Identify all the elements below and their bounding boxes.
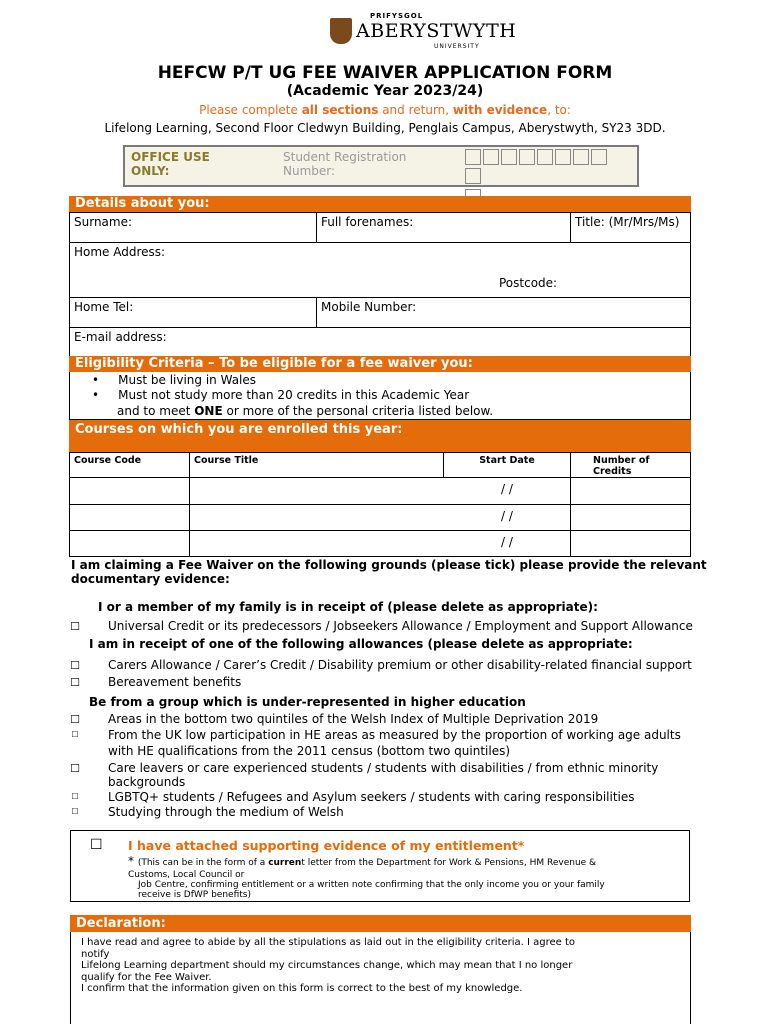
col-start-date: Start Date: [443, 452, 571, 478]
details-heading: Details about you:: [69, 196, 691, 212]
option-care-leavers: Care leavers or care experienced students / students with disabilities / from ethnic minority: [108, 761, 659, 775]
credits-input[interactable]: [570, 477, 691, 505]
col-course-code: Course Code: [69, 452, 190, 478]
option-welsh-medium: Studying through the medium of Welsh: [108, 805, 344, 819]
checkbox[interactable]: ☐: [70, 762, 80, 775]
eligibility-item-3: and to meet ONE or more of the personal criteria listed below.: [117, 404, 494, 418]
email-field[interactable]: E-mail address:: [69, 327, 691, 357]
start-date-input[interactable]: / /: [501, 509, 513, 523]
declaration-text: I have read and agree to abide by all the stipulations as laid out in the eligibility criteria. I agree to notify Lifelong Learning department should my circumstances change, which may mean that I no longer qualify for the Fee Waiver. I confirm that the information given on this form is correct to the best of my knowledge.: [81, 937, 576, 994]
course-code-input[interactable]: [69, 504, 190, 531]
courses-table: [69, 452, 691, 557]
evidence-heading: I have attached supporting evidence of my entitlement*: [128, 838, 525, 853]
logo-prefix: PRIFYSGOL: [370, 12, 424, 20]
return-address: Lifelong Learning, Second Floor Cledwyn Building, Penglais Campus, Aberystwyth, SY23 3DD.: [104, 121, 666, 135]
home-address-field[interactable]: [69, 242, 691, 298]
logo-name: ABERYSTWYTH: [356, 20, 517, 42]
home-address-label: Home Address:: [74, 245, 166, 259]
crest-icon: [330, 18, 352, 44]
option-welsh-index: Areas in the bottom two quintiles of the Welsh Index of Multiple Deprivation 2019: [108, 712, 599, 726]
grounds-intro: I am claiming a Fee Waiver on the following grounds (please tick) please provide the relevant documentary evidence:: [71, 558, 707, 586]
col-course-title: Course Title: [189, 452, 444, 478]
option-care-leavers-cont: backgrounds: [108, 775, 186, 789]
col-credits: Number of Credits: [570, 452, 691, 478]
start-date-input[interactable]: / /: [501, 482, 513, 496]
course-code-input[interactable]: [69, 530, 190, 557]
eligibility-item-2: • Must not study more than 20 credits in this Academic Year: [92, 388, 470, 402]
office-use-label: OFFICE USE ONLY:: [131, 150, 210, 178]
form-title: HEFCW P/T UG FEE WAIVER APPLICATION FORM: [157, 63, 613, 83]
evidence-box: [70, 830, 690, 902]
grounds-heading-allowances: I am in receipt of one of the following allowances (please delete as appropriate:: [89, 637, 633, 651]
surname-field[interactable]: Surname:: [69, 212, 317, 243]
courses-heading: Courses on which you are enrolled this year:: [69, 420, 691, 452]
checkbox[interactable]: ☐: [70, 620, 80, 633]
evidence-checkbox[interactable]: ☐: [90, 837, 103, 853]
home-tel-field[interactable]: Home Tel:: [69, 297, 317, 328]
checkbox[interactable]: ☐: [71, 730, 79, 739]
university-logo: [330, 12, 517, 50]
forenames-field[interactable]: Full forenames:: [316, 212, 571, 243]
eligibility-item-1: • Must be living in Wales: [92, 373, 257, 387]
office-use-box: [123, 145, 639, 187]
evidence-note-cont: Job Centre, confirming entitlement or a written note confirming that the only income you or your family receive is DfWP benefits): [138, 880, 605, 900]
title-field[interactable]: Title: (Mr/Mrs/Ms): [570, 212, 691, 243]
option-universal-credit: Universal Credit or its predecessors / Jobseekers Allowance / Employment and Support Allowance: [108, 619, 693, 633]
instructions: Please complete all sections and return, with evidence, to:: [199, 103, 571, 117]
option-carers-allowance: Carers Allowance / Carer’s Credit / Disability premium or other disability-related financial support: [108, 658, 692, 672]
checkbox[interactable]: ☐: [71, 792, 79, 801]
option-bereavement: Bereavement benefits: [108, 675, 242, 689]
declaration-box: [70, 932, 691, 1024]
credits-input[interactable]: [570, 530, 691, 557]
grounds-heading-group: Be from a group which is under-represented in higher education: [89, 695, 526, 709]
option-low-participation-cont: with HE qualifications from the 2011 census (bottom two quintiles): [108, 744, 511, 758]
declaration-heading: Declaration:: [70, 915, 691, 932]
start-date-input[interactable]: / /: [501, 535, 513, 549]
evidence-note: * (This can be in the form of a current letter from the Department for Work & Pensions, HM Revenue & Customs, Local Council or: [128, 854, 597, 880]
grounds-heading-family: I or a member of my family is in receipt of (please delete as appropriate):: [98, 600, 598, 614]
checkbox[interactable]: ☐: [70, 713, 80, 726]
postcode-label: Postcode:: [499, 276, 558, 290]
course-code-input[interactable]: [69, 477, 190, 505]
option-low-participation: From the UK low participation in HE areas as measured by the proportion of working age adults: [108, 728, 681, 742]
checkbox[interactable]: ☐: [70, 659, 80, 672]
option-lgbtq: LGBTQ+ students / Refugees and Asylum seekers / students with caring responsibilities: [108, 790, 635, 804]
checkbox[interactable]: ☐: [70, 676, 80, 689]
form-subtitle: (Academic Year 2023/24): [286, 83, 484, 99]
mobile-field[interactable]: Mobile Number:: [316, 297, 691, 328]
eligibility-heading: Eligibility Criteria – To be eligible for a fee waiver you:: [69, 356, 691, 372]
registration-label: Student Registration Number:: [283, 150, 407, 178]
eligibility-box: [69, 372, 691, 420]
credits-input[interactable]: [570, 504, 691, 531]
checkbox[interactable]: ☐: [71, 807, 79, 816]
logo-suffix: UNIVERSITY: [434, 43, 480, 50]
